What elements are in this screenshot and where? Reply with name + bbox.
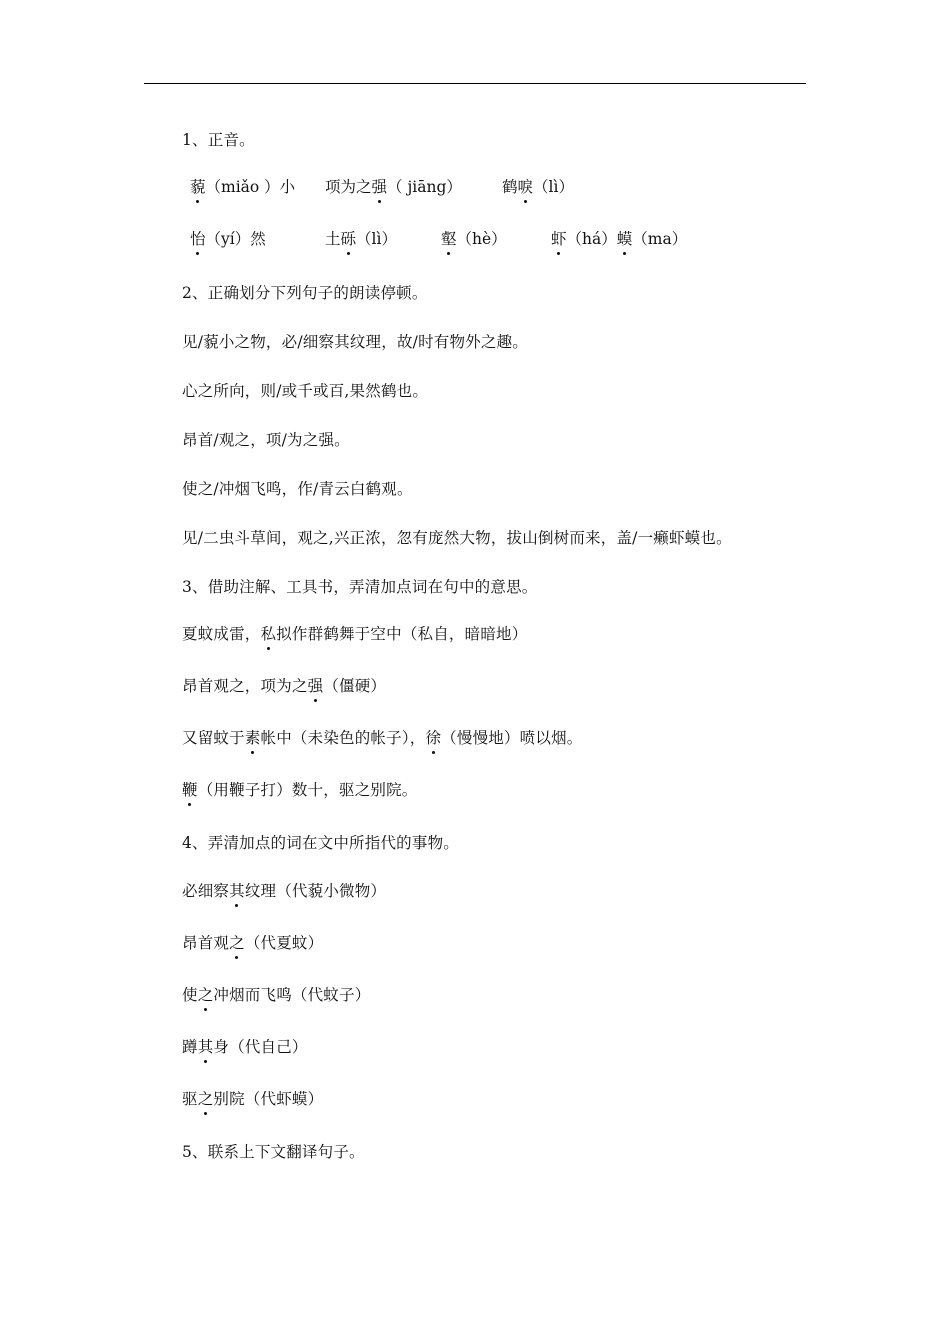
gloss-line: 又留蚊于素帐中（未染色的帐子），徐（慢慢地）喷以烟。 — [182, 726, 582, 748]
reference-line: 蹲其身（代自己） — [182, 1035, 308, 1057]
header-rule — [144, 83, 806, 84]
sentence-line: 见/二虫斗草间，观之,兴正浓，忽有庞然大物，拔山倒树而来，盖/一癞虾蟆也。 — [182, 529, 732, 547]
reference-line: 必细察其纹理（代藐小微物） — [182, 879, 386, 901]
section-4-heading: 4、弄清加点的词在文中所指代的事物。 — [182, 834, 459, 852]
section-1-heading: 1、正音。 — [182, 131, 255, 149]
gloss-line: 昂首观之，项为之强（僵硬） — [182, 674, 386, 696]
gloss-line: 夏蚊成雷，私拟作群鹤舞于空中（私自，暗暗地） — [182, 622, 527, 644]
section-2-heading: 2、正确划分下列句子的朗读停顿。 — [182, 284, 428, 302]
reference-line: 驱之别院（代虾蟆） — [182, 1087, 323, 1109]
pinyin-item: 怡（yí）然 — [190, 227, 266, 249]
gloss-line: 鞭（用鞭子打）数十，驱之别院。 — [182, 778, 418, 800]
pinyin-item: 壑（hè） — [441, 227, 507, 249]
pinyin-item: 土砾（lì） — [325, 227, 397, 249]
sentence-line: 使之/冲烟飞鸣，作/青云白鹤观。 — [182, 480, 413, 498]
section-5-heading: 5、联系上下文翻译句子。 — [182, 1143, 365, 1161]
reference-line: 使之冲烟而飞鸣（代蚊子） — [182, 983, 370, 1005]
reference-line: 昂首观之（代夏蚊） — [182, 931, 323, 953]
sentence-line: 心之所向，则/或千或百,果然鹤也。 — [182, 382, 429, 400]
section-3-heading: 3、借助注解、工具书，弄清加点词在句中的意思。 — [182, 578, 538, 596]
pinyin-item: 虾（há）蟆（ma） — [551, 227, 687, 249]
pinyin-item: 鹤唳（lì） — [502, 175, 574, 197]
sentence-line: 昂首/观之，项/为之强。 — [182, 431, 350, 449]
pinyin-item: 藐（miǎo ）小 — [190, 175, 295, 197]
sentence-line: 见/藐小之物，必/细察其纹理，故/时有物外之趣。 — [182, 333, 528, 351]
pinyin-item: 项为之强（ jiāng） — [325, 175, 462, 197]
